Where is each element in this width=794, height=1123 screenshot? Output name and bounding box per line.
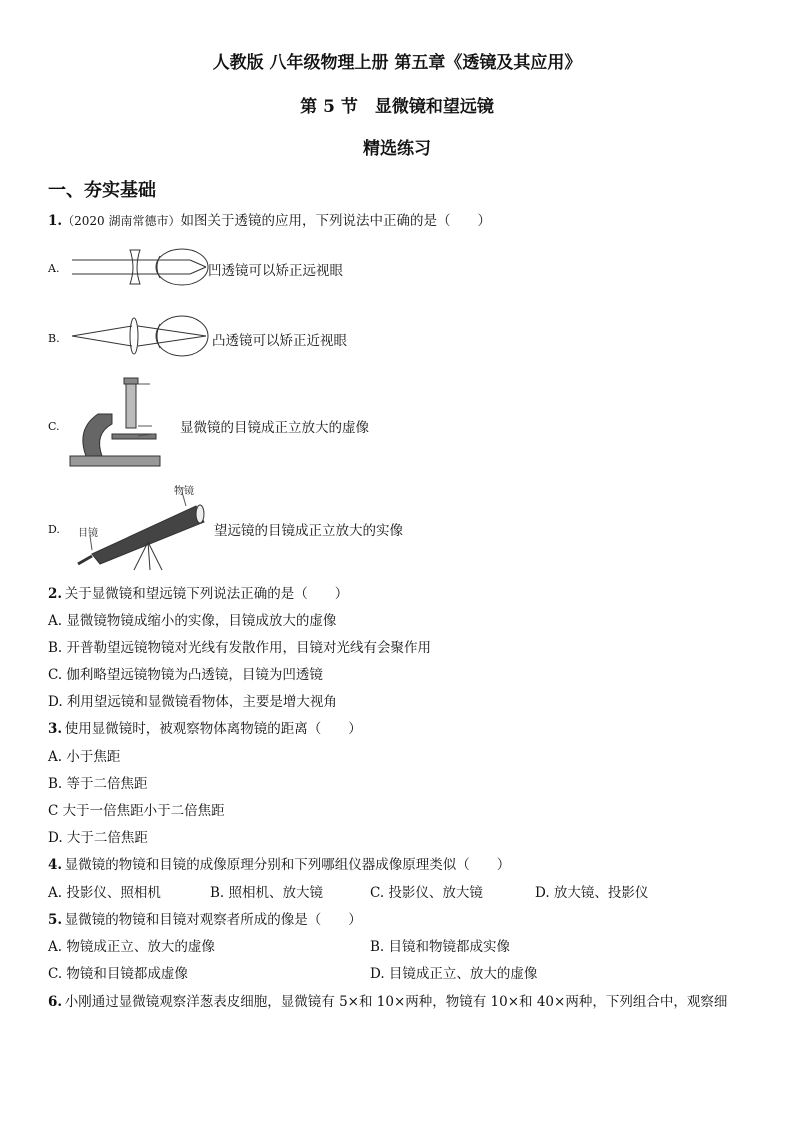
eye-lens — [157, 324, 160, 348]
question-5-number: 5. — [48, 912, 63, 928]
question-2 — [48, 582, 348, 602]
objective-label: 物镜 — [174, 486, 194, 497]
q2-option-d: D. 利用望远镜和显微镜看物体，主要是增大视角 — [48, 694, 337, 710]
microscope-arm — [83, 414, 112, 456]
q2-option-a: A. 显微镜物镜成缩小的实像，目镜成放大的虚像 — [48, 613, 337, 629]
q5-option-c: C. 物镜和目镜都成虚像 — [48, 966, 188, 982]
eyeball — [156, 249, 208, 285]
convex-lens — [130, 318, 138, 354]
question-3 — [48, 717, 362, 737]
q1-option-d-text: 望远镜的目镜成正立放大的实像 — [214, 523, 403, 539]
question-6-stem: 小刚通过显微镜观察洋葱表皮细胞，显微镜有 5×和 10×两种，物镜有 10×和 40×两种，下列组合中，观察细 — [64, 994, 728, 1010]
eyepiece — [124, 378, 138, 384]
q3-option-d: D. 大于二倍焦距 — [48, 830, 148, 846]
q4-option-d: D. 放大镜、投影仪 — [535, 885, 649, 901]
question-5-stem: 显微镜的物镜和目镜对观察者所成的像是（ ） — [64, 912, 362, 928]
question-1-source: （2020 湖南常德市） — [62, 214, 181, 228]
objective-lens — [196, 505, 204, 523]
microscope-figure — [68, 374, 180, 470]
q4-option-b: B. 照相机、放大镜 — [210, 885, 324, 901]
question-5 — [48, 908, 362, 928]
q5-option-a: A. 物镜成正立、放大的虚像 — [48, 939, 215, 955]
q1-option-a-text: 凹透镜可以矫正远视眼 — [208, 263, 343, 279]
q1-option-a-label: A. — [48, 262, 60, 275]
practice-caption: 精选练习 — [363, 139, 431, 159]
eyepiece-label: 目镜 — [78, 528, 98, 539]
question-6-number: 6. — [48, 994, 63, 1010]
q4-option-a: A. 投影仪、照相机 — [48, 885, 161, 901]
convex-lens-eye-figure — [70, 312, 210, 360]
question-3-number: 3. — [48, 721, 63, 737]
document-title: 人教版 八年级物理上册 第五章《透镜及其应用》 — [212, 53, 582, 73]
q3-option-a: A. 小于焦距 — [48, 749, 121, 765]
question-1-number: 1. — [48, 213, 63, 229]
q2-option-c: C. 伽利略望远镜物镜为凸透镜，目镜为凹透镜 — [48, 667, 323, 683]
question-4-number: 4. — [48, 857, 63, 873]
eyepiece-tube — [78, 556, 92, 564]
q2-option-b: B. 开普勒望远镜物镜对光线有发散作用，目镜对光线有会聚作用 — [48, 640, 432, 656]
question-3-stem: 使用显微镜时，被观察物体离物镜的距离（ ） — [64, 721, 362, 737]
question-2-number: 2. — [48, 586, 63, 602]
q3-option-b: B. 等于二倍焦距 — [48, 776, 148, 792]
microscope-base — [70, 456, 160, 466]
microscope-tube — [126, 382, 136, 428]
q4-option-c: C. 投影仪、放大镜 — [370, 885, 483, 901]
question-6 — [48, 990, 727, 1010]
question-1-stem: 如图关于透镜的应用，下列说法中正确的是（ ） — [180, 213, 491, 229]
telescope-figure — [68, 484, 214, 572]
q1-option-c-label: C. — [48, 420, 60, 433]
eyeball — [156, 316, 208, 356]
question-1 — [48, 209, 491, 229]
concave-lens — [130, 250, 140, 284]
question-2-stem: 关于显微镜和望远镜下列说法正确的是（ ） — [64, 586, 349, 602]
q1-option-b-text: 凸透镜可以矫正近视眼 — [212, 333, 347, 349]
question-4 — [48, 853, 510, 873]
concave-lens-eye-figure — [70, 246, 210, 288]
q5-option-d: D. 目镜成正立、放大的虚像 — [370, 966, 538, 982]
q3-option-c: C 大于一倍焦距小于二倍焦距 — [48, 803, 225, 819]
lesson-subtitle: 第 5 节 显微镜和望远镜 — [300, 97, 494, 117]
q1-option-c-text: 显微镜的目镜成正立放大的虚像 — [180, 420, 369, 436]
q1-option-b-label: B. — [48, 332, 60, 345]
question-4-stem: 显微镜的物镜和目镜的成像原理分别和下列哪组仪器成像原理类似（ ） — [64, 857, 511, 873]
q5-option-b: B. 目镜和物镜都成实像 — [370, 939, 511, 955]
telescope-tube — [92, 506, 204, 564]
section-heading: 一、夯实基础 — [48, 180, 156, 201]
eye-lens — [157, 256, 160, 278]
q1-option-d-label: D. — [48, 523, 60, 536]
